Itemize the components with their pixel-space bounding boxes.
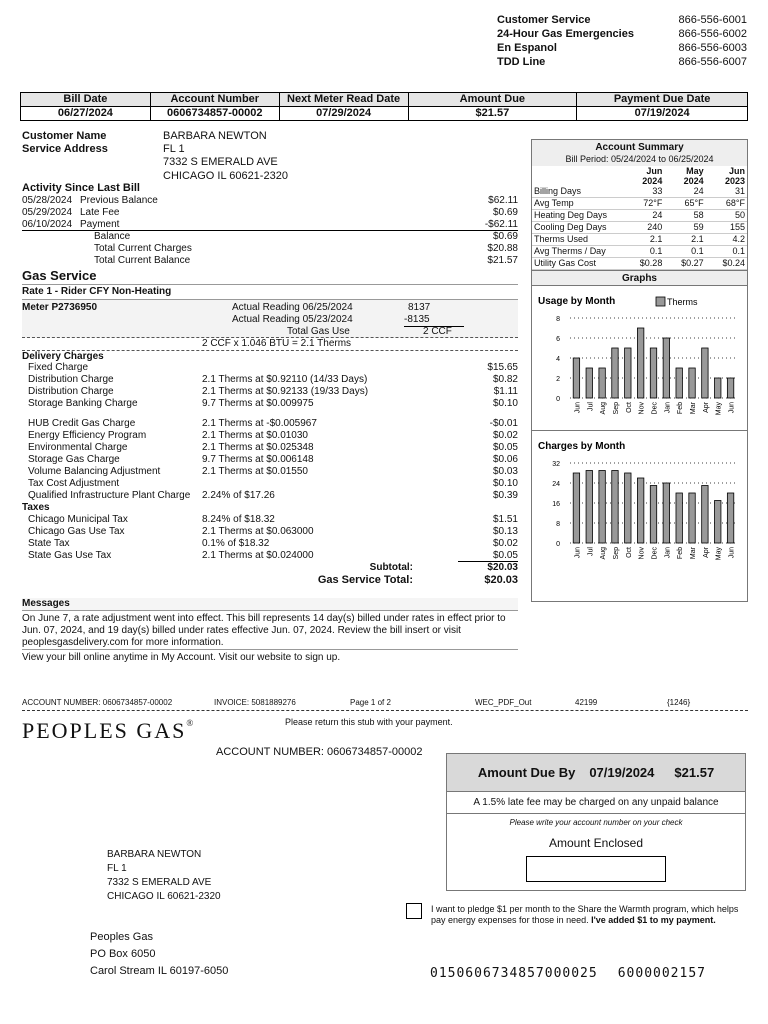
total-row [22, 574, 518, 588]
summary-value: 0.1 [706, 246, 747, 258]
service-address-line: CHICAGO IL 60621-2320 [163, 169, 288, 182]
summary-value: 68°F [706, 198, 747, 210]
messages-body: On June 7, a rate adjustment went into effect. This bill represents 14 day(s) billed under rates in effect prior to Jun. 07, 2024, and 19 day(s) billed under rates effective Jun. 07, 2024. Review the bill insert or visit peoplesgasdelivery.com for more information. [22, 611, 518, 650]
reading-value: 8137 [408, 301, 431, 313]
charge-amount: $0.02 [492, 537, 518, 549]
summary-value: 2.1 [623, 234, 664, 246]
bill-date: 06/27/2024 [21, 107, 151, 121]
activity-total-amount: $20.88 [487, 243, 518, 255]
reading-label: Actual Reading 05/23/2024 [232, 313, 353, 325]
address-line: BARBARA NEWTON [107, 849, 202, 860]
stub-code: 42199 [575, 698, 598, 707]
summary-row [532, 246, 747, 258]
charge-name: Storage Gas Charge [28, 453, 120, 465]
contact-row [497, 56, 747, 70]
charge-name: Tax Cost Adjustment [28, 477, 120, 489]
contact-phone: 866-556-6007 [678, 56, 747, 68]
x-tick-label: Jun [574, 402, 582, 414]
charge-row [22, 490, 518, 502]
summary-value: 24 [664, 186, 705, 198]
contact-label: TDD Line [497, 56, 546, 68]
x-tick-label: Jan [664, 547, 672, 559]
charge-name: Distribution Charge [28, 373, 114, 385]
customer-name-label: Customer Name [22, 130, 107, 142]
charge-row [22, 550, 518, 562]
bar [637, 478, 643, 543]
charge-name: Storage Banking Charge [28, 397, 138, 409]
charge-name: Qualified Infrastructure Plant Charge [28, 489, 191, 501]
gas-total-amount: $20.03 [484, 574, 518, 586]
summary-value: $0.24 [706, 258, 747, 270]
x-tick-label: Jul [587, 402, 595, 412]
stub-info-line [22, 698, 748, 711]
x-tick-label: May [715, 402, 723, 416]
y-tick-label: 0 [556, 541, 560, 549]
x-tick-label: Feb [677, 402, 685, 415]
header-cell: Payment Due Date [577, 93, 748, 107]
bill-period: Bill Period: 05/24/2024 to 06/25/2024 [532, 154, 747, 166]
summary-value: 2.1 [664, 234, 705, 246]
x-tick-label: Mar [690, 402, 698, 415]
pledge-checkbox[interactable] [406, 903, 422, 919]
y-tick-label: 2 [556, 376, 560, 384]
conversion-line: 2 CCF x 1.046 BTU = 2.1 Therms [202, 337, 352, 349]
bar [676, 368, 682, 398]
summary-label: Therms Used [532, 234, 623, 246]
charge-row [22, 362, 518, 374]
header-cell: Next Meter Read Date [279, 93, 408, 107]
summary-label: Avg Therms / Day [532, 246, 623, 258]
y-tick-label: 16 [552, 501, 560, 509]
summary-value: 50 [706, 210, 747, 222]
amount-enclosed-field[interactable] [526, 856, 666, 882]
summary-value: $0.27 [664, 258, 705, 270]
charge-name: State Tax [28, 537, 70, 549]
contact-row [497, 14, 747, 28]
header-cell: Amount Due [408, 93, 577, 107]
summary-value: 33 [623, 186, 664, 198]
account-number: 0606734857-00002 [150, 107, 279, 121]
summary-row [532, 222, 747, 234]
stub-page: Page 1 of 2 [350, 698, 391, 707]
x-tick-label: Nov [638, 547, 646, 560]
activity-total-amount: $21.57 [487, 255, 518, 267]
x-tick-label: Jun [728, 402, 736, 414]
address-line: PO Box 6050 [90, 948, 156, 960]
activity-section [22, 182, 518, 267]
charge-amount: $0.06 [492, 453, 518, 465]
write-account-note: Please write your account number on your check [509, 818, 683, 827]
summary-value: 24 [623, 210, 664, 222]
peoples-gas-logo: PEOPLES GAS® [22, 718, 196, 743]
bar [689, 368, 695, 398]
bar [727, 378, 733, 398]
x-tick-label: Dec [651, 547, 659, 560]
summary-value: 4.2 [706, 234, 747, 246]
activity-amount: $62.11 [488, 195, 518, 207]
summary-label: Utility Gas Cost [532, 258, 623, 270]
bar [663, 338, 669, 398]
summary-title: Account Summary [532, 140, 747, 154]
charge-name: HUB Credit Gas Charge [28, 417, 136, 429]
charge-detail: 9.7 Therms at $0.009975 [202, 397, 314, 409]
activity-date: 05/29/2024 [22, 207, 73, 219]
charge-row [22, 526, 518, 538]
delivery-charges-title: Delivery Charges [22, 350, 104, 362]
address-line: Carol Stream IL 60197-6050 [90, 965, 229, 977]
delivery-charges-list [22, 362, 518, 410]
charge-amount: $0.39 [492, 489, 518, 501]
activity-total-amount: $0.69 [492, 231, 518, 243]
charge-row [22, 398, 518, 410]
charge-amount: $0.10 [492, 477, 518, 489]
charge-amount: $15.65 [487, 361, 518, 373]
charge-detail: 2.1 Therms at $0.01550 [202, 465, 308, 477]
contact-phone: 866-556-6002 [678, 28, 747, 40]
activity-total-label: Total Current Charges [94, 243, 192, 255]
y-tick-label: 8 [556, 521, 560, 529]
charge-name: Distribution Charge [28, 385, 114, 397]
summary-col-head: May 2024 [683, 165, 704, 186]
bar [612, 348, 618, 398]
summary-value: 0.1 [623, 246, 664, 258]
stub-code: WEC_PDF_Out [475, 698, 532, 707]
address-line: 7332 S EMERALD AVE [107, 877, 212, 888]
charge-detail: 2.1 Therms at $0.92110 (14/33 Days) [202, 373, 368, 385]
charge-detail: 2.1 Therms at -$0.005967 [202, 417, 317, 429]
remit-address [90, 929, 228, 980]
next-read-date: 07/29/2024 [279, 107, 408, 121]
summary-value: 58 [664, 210, 705, 222]
subtotal-row [22, 562, 518, 574]
bar [715, 378, 721, 398]
summary-row [532, 234, 747, 246]
activity-date: 05/28/2024 [22, 195, 73, 207]
x-tick-label: Mar [690, 547, 698, 560]
charge-row [22, 430, 518, 442]
charge-row [22, 418, 518, 430]
other-charges-list [22, 418, 518, 502]
y-tick-label: 4 [556, 356, 560, 364]
total-use-value: 2 CCF [423, 325, 452, 337]
header-cell: Account Number [150, 93, 279, 107]
contact-label: Customer Service [497, 14, 591, 26]
reading-label: Actual Reading 06/25/2024 [232, 301, 353, 313]
summary-row [532, 210, 747, 222]
summary-value: 0.1 [664, 246, 705, 258]
charge-amount: $0.03 [492, 465, 518, 477]
account-summary-panel [531, 139, 748, 602]
bar [676, 493, 682, 543]
due-amount: $21.57 [674, 764, 715, 780]
y-tick-label: 24 [552, 481, 560, 489]
charge-amount: $0.02 [492, 429, 518, 441]
gas-total-label: Gas Service Total: [317, 574, 413, 586]
bar [599, 368, 605, 398]
charge-detail: 2.24% of $17.26 [202, 489, 275, 501]
charge-name: State Gas Use Tax [28, 549, 112, 561]
y-tick-label: 0 [556, 396, 560, 404]
stub-account: ACCOUNT NUMBER: 0606734857-00002 [22, 698, 173, 707]
ocr-line [430, 966, 706, 982]
charge-row [22, 454, 518, 466]
charge-row [22, 442, 518, 454]
x-tick-label: Jun [728, 547, 736, 559]
online-note: View your bill online anytime in My Account. Visit our website to sign up. [22, 652, 341, 663]
charge-amount: $0.82 [492, 373, 518, 385]
charge-detail: 0.1% of $18.32 [202, 537, 270, 549]
bar [637, 328, 643, 398]
charge-detail: 2.1 Therms at $0.92133 (19/33 Days) [202, 385, 369, 397]
activity-desc: Payment [80, 218, 120, 230]
address-line: Peoples Gas [90, 931, 153, 943]
x-tick-label: Oct [625, 547, 633, 559]
summary-table [532, 166, 747, 271]
pledge-text: I want to pledge $1 per month to the Share the Warmth program, which helps pay energy expenses for those in need. I've added $1 to my payment. [431, 904, 739, 925]
y-tick-label: 6 [556, 336, 560, 344]
charge-name: Fixed Charge [28, 361, 89, 373]
charge-name: Environmental Charge [28, 441, 128, 453]
x-tick-label: Apr [702, 547, 710, 559]
charge-row [22, 374, 518, 386]
x-tick-label: Sep [612, 402, 620, 415]
charge-detail: 2.1 Therms at $0.063000 [202, 525, 314, 537]
summary-label: Heating Deg Days [532, 210, 623, 222]
charge-amount: $0.05 [492, 441, 518, 453]
contact-row [497, 42, 747, 56]
return-note: Please return this stub with your payment. [285, 717, 453, 727]
bar [612, 471, 618, 544]
summary-value: 65°F [664, 198, 705, 210]
legend-swatch [656, 297, 665, 306]
charge-row [22, 538, 518, 550]
charge-row [22, 466, 518, 478]
taxes-list [22, 514, 518, 562]
summary-value: 155 [706, 222, 747, 234]
bar [625, 348, 631, 398]
charge-amount: $0.05 [492, 549, 518, 561]
subtotal-label: Subtotal: [369, 561, 413, 573]
activity-amount: $0.69 [492, 207, 518, 219]
charge-amount: -$0.01 [489, 417, 518, 429]
x-tick-label: Dec [651, 402, 659, 415]
x-tick-label: Oct [625, 402, 633, 414]
charge-row [22, 386, 518, 398]
due-label: Amount Due By [477, 764, 576, 780]
summary-label: Cooling Deg Days [532, 222, 623, 234]
summary-label: Billing Days [532, 186, 623, 198]
contact-phone: 866-556-6001 [678, 14, 747, 26]
summary-value: 72°F [623, 198, 664, 210]
bar [586, 368, 592, 398]
x-tick-label: Jul [587, 547, 595, 557]
bar [586, 471, 592, 544]
charge-name: Energy Efficiency Program [28, 429, 147, 441]
x-tick-label: Feb [677, 547, 685, 560]
address-line: FL 1 [107, 863, 127, 874]
charge-detail: 2.1 Therms at $0.01030 [202, 429, 308, 441]
charge-amount: $0.13 [492, 525, 518, 537]
graphs-title: Graphs [532, 270, 747, 286]
amount-enclosed-label: Amount Enclosed [548, 835, 644, 850]
activity-total-row [22, 243, 518, 255]
header-cell: Bill Date [21, 93, 151, 107]
activity-total-label: Total Current Balance [94, 255, 191, 267]
ocr-code: 0150606734857000025 [430, 966, 598, 981]
stub-account-number: ACCOUNT NUMBER: 0606734857-00002 [216, 746, 423, 758]
summary-value: 59 [664, 222, 705, 234]
summary-value: 240 [623, 222, 664, 234]
bar [650, 348, 656, 398]
activity-row [22, 207, 518, 219]
summary-row [532, 186, 747, 198]
meter-number: Meter P2736950 [22, 301, 98, 313]
charge-amount: $1.51 [492, 513, 518, 525]
bill-header-table [20, 92, 748, 121]
subtotal-amount: $20.03 [458, 561, 518, 574]
x-tick-label: Sep [612, 547, 620, 560]
messages-section [22, 598, 518, 664]
activity-desc: Previous Balance [80, 195, 158, 207]
chart-title: Charges by Month [538, 441, 626, 453]
bar [573, 473, 579, 543]
contact-label: 24-Hour Gas Emergencies [497, 28, 634, 40]
bar [715, 501, 721, 544]
charge-name: Chicago Gas Use Tax [28, 525, 125, 537]
summary-value: 31 [706, 186, 747, 198]
mailing-address [107, 848, 221, 904]
gas-service-title: Gas Service [22, 268, 518, 285]
bar [702, 486, 708, 544]
messages-title: Messages [22, 598, 518, 611]
meter-box [22, 300, 518, 338]
due-date: 07/19/2024 [589, 764, 655, 780]
charge-amount: $0.10 [492, 397, 518, 409]
usage-chart [532, 286, 747, 426]
customer-name: BARBARA NEWTON [163, 130, 267, 142]
x-tick-label: Apr [702, 402, 710, 414]
stub-code: {1246} [667, 698, 691, 707]
x-tick-label: May [715, 547, 723, 561]
stub-invoice: INVOICE: 5081889276 [214, 698, 296, 707]
service-address-line: FL 1 [163, 143, 185, 156]
y-tick-label: 32 [552, 461, 560, 469]
charge-amount: $1.11 [493, 385, 518, 397]
activity-row [22, 195, 518, 207]
charge-detail: 8.24% of $18.32 [202, 513, 275, 525]
gas-service-section [22, 268, 518, 588]
contact-label: En Espanol [497, 42, 557, 54]
bar [599, 471, 605, 544]
amount-due-box [446, 753, 746, 891]
x-tick-label: Jun [574, 547, 582, 559]
summary-col-head: Jun 2023 [724, 165, 745, 186]
charge-detail: 2.1 Therms at $0.024000 [202, 549, 314, 561]
activity-date: 06/10/2024 [22, 218, 73, 230]
total-use-label: Total Gas Use [287, 325, 350, 337]
contact-block [497, 14, 747, 70]
activity-title: Activity Since Last Bill [22, 182, 140, 194]
charge-detail: 2.1 Therms at $0.025348 [202, 441, 314, 453]
bar [650, 486, 656, 544]
service-address-label: Service Address [22, 143, 108, 156]
bar [727, 493, 733, 543]
late-fee-note: A 1.5% late fee may be charged on any unpaid balance [447, 792, 745, 814]
charge-name: Volume Balancing Adjustment [28, 465, 161, 477]
x-tick-label: Aug [600, 402, 608, 415]
summary-label: Avg Temp [532, 198, 623, 210]
x-tick-label: Jan [664, 402, 672, 414]
charge-detail: 9.7 Therms at $0.006148 [202, 453, 314, 465]
amount-due: $21.57 [408, 107, 577, 121]
activity-total-label: Balance [94, 231, 131, 243]
bar [689, 493, 695, 543]
charge-name: Chicago Municipal Tax [28, 513, 128, 525]
contact-phone: 866-556-6003 [678, 42, 747, 54]
activity-row [22, 219, 518, 231]
bar [625, 473, 631, 543]
summary-row [532, 258, 747, 270]
ocr-code: 6000002157 [617, 966, 706, 981]
service-address-line: 7332 S EMERALD AVE [163, 156, 278, 169]
activity-total-row [22, 255, 518, 267]
customer-info [22, 130, 322, 183]
x-tick-label: Nov [638, 402, 646, 415]
chart-title: Usage by Month [538, 296, 616, 308]
y-tick-label: 8 [556, 316, 560, 324]
summary-row [532, 198, 747, 210]
summary-value: $0.28 [623, 258, 664, 270]
bar [573, 358, 579, 398]
activity-total-row [22, 231, 518, 243]
charges-chart [532, 431, 747, 571]
amount-due-by [447, 754, 745, 792]
activity-desc: Late Fee [80, 207, 120, 219]
legend-label: Therms [667, 297, 698, 308]
bar [702, 348, 708, 398]
x-tick-label: Aug [600, 547, 608, 560]
bar [663, 483, 669, 543]
contact-row [497, 28, 747, 42]
summary-col-head: Jun 2024 [642, 165, 663, 186]
activity-amount: -$62.11 [484, 218, 518, 230]
charge-row [22, 478, 518, 490]
taxes-title: Taxes [22, 501, 50, 513]
rate-label: Rate 1 - Rider CFY Non-Heating [22, 286, 518, 300]
payment-due-date: 07/19/2024 [577, 107, 748, 121]
reading-value: -8135 [404, 314, 464, 327]
address-line: CHICAGO IL 60621-2320 [107, 891, 221, 902]
charge-row [22, 514, 518, 526]
